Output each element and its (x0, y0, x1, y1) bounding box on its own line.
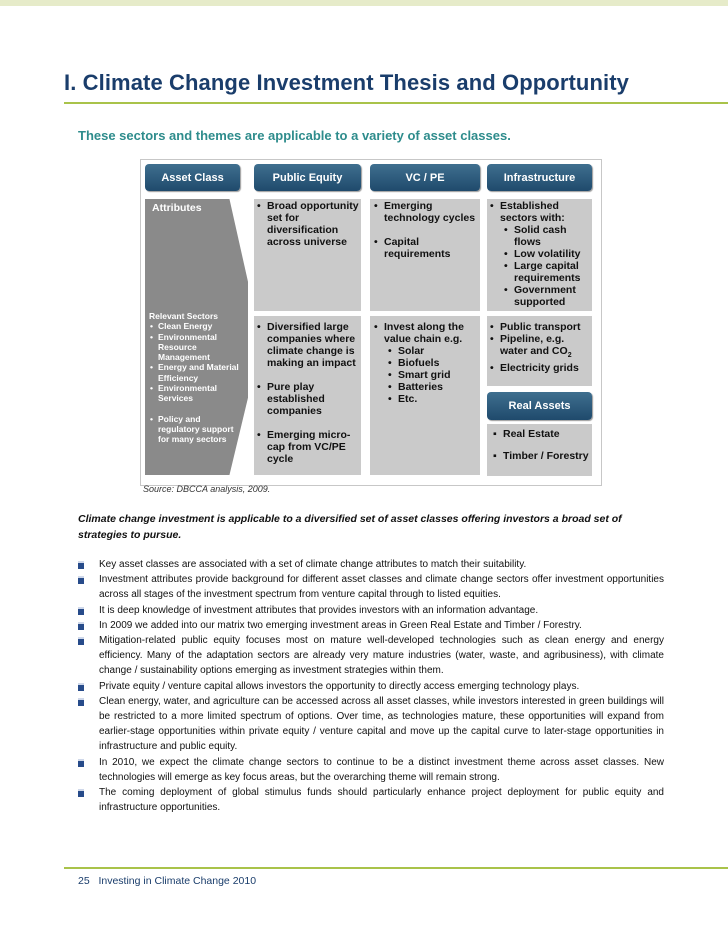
header-real-assets: Real Assets (487, 392, 592, 420)
relevant-sectors (149, 311, 239, 445)
bullet-item: Private equity / venture capital allows investors the opportunity to directly access emerging technology plays. (78, 679, 664, 694)
page-subtitle: These sectors and themes are applicable to a variety of asset classes. (78, 128, 511, 143)
bullet-item: Key asset classes are associated with a set of climate change attributes to match their suitability. (78, 557, 664, 572)
bullet-item: In 2010, we expect the climate change sectors to continue to be a distinct investment theme across asset classes. New technologies will emerge as key focus areas, but the overarching theme will remain strong. (78, 755, 664, 785)
sector-item: • Invest along the value chain e.g. (374, 321, 478, 345)
attribute-subitem: • Solid cash flows (490, 224, 590, 248)
attribute-subitem: • Large capital requirements (490, 260, 590, 284)
relevant-sector-item: • Environmental Resource Management (149, 332, 239, 363)
vcpe-sectors (374, 321, 478, 405)
footer-title: Investing in Climate Change 2010 (98, 875, 257, 887)
attribute-item: • Capital requirements (374, 236, 478, 260)
footer (78, 875, 256, 887)
vcpe-attributes (374, 200, 478, 260)
bullet-item: Investment attributes provide background for different asset classes and climate change sectors offer investment opportunities across all stages of the investment spectrum from venture capital through to listed equities. (78, 572, 664, 602)
real-asset-item: ▪ Real Estate (493, 428, 589, 440)
sector-item (490, 333, 590, 362)
sector-item: • Diversified large companies where climate change is making an impact (257, 321, 360, 369)
header-infrastructure: Infrastructure (487, 164, 592, 191)
co2-subscript: 2 (567, 352, 572, 360)
bullet-item: Mitigation-related public equity focuses most on mature well-developed technologies such as clean energy and energy efficiency. Many of the adaptation sectors are already very mature industries (water, waste, and agribusiness), with climate change / sustainability options emerging as investment strategies within them. (78, 633, 664, 679)
footer-rule (64, 867, 728, 869)
relevant-sector-item: • Policy and regulatory support for many sectors (149, 414, 239, 445)
relevant-sector-item: • Energy and Material Efficiency (149, 362, 239, 383)
sector-subitem: • Smart grid (374, 369, 478, 381)
header-asset-class: Asset Class (145, 164, 240, 191)
sector-subitem: • Batteries (374, 381, 478, 393)
header-vc-pe: VC / PE (370, 164, 480, 191)
attributes-label: Attributes (152, 202, 202, 214)
lead-paragraph: Climate change investment is applicable to a diversified set of asset classes offering investors a broad set of strategies to pursue. (78, 513, 622, 541)
page-number: 25 (78, 875, 90, 887)
bullet-item: Clean energy, water, and agriculture can be accessed across all asset classes, while investors interested in green buildings will be restricted to a more limited spectrum of options. Over time, as technologies mature, these opportunities will expand from earlier-stage opportunities within private equity / venture capital and move up the capital curve to later-stage opportunities in infrastructure and public equity. (78, 694, 664, 755)
attribute-item: • Broad opportunity set for diversification across universe (257, 200, 360, 248)
sector-item: • Pure play established companies (257, 381, 360, 417)
bullet-item: It is deep knowledge of investment attributes that provides investors with an information advantage. (78, 603, 664, 618)
relevant-sector-item: • Environmental Services (149, 383, 239, 404)
attribute-item: • Established sectors with: (490, 200, 590, 224)
public-equity-sectors (257, 321, 360, 465)
bullet-item: In 2009 we added into our matrix two emerging investment areas in Green Real Estate and Timber / Forestry. (78, 618, 664, 633)
page-title: I. Climate Change Investment Thesis and Opportunity (64, 70, 629, 95)
public-equity-attributes (257, 200, 360, 248)
attribute-subitem: • Government supported (490, 284, 590, 308)
title-rule (64, 102, 728, 104)
sector-item-text: Pipeline, e.g. water and CO (500, 333, 568, 357)
attribute-subitem: • Low volatility (490, 248, 590, 260)
header-public-equity: Public Equity (254, 164, 361, 191)
sector-subitem: • Biofuels (374, 357, 478, 369)
sector-item: • Public transport (490, 321, 590, 333)
relevant-sector-item: • Clean Energy (149, 321, 239, 331)
sector-subitem: • Solar (374, 345, 478, 357)
bullet-item: The coming deployment of global stimulus funds should particularly enhance project deployment for public equity and infrastructure opportunities. (78, 785, 664, 815)
bullet-list (78, 557, 664, 815)
sector-item: • Emerging micro-cap from VC/PE cycle (257, 429, 360, 465)
top-band (0, 0, 728, 6)
attribute-item: • Emerging technology cycles (374, 200, 478, 224)
real-asset-item: ▪ Timber / Forestry (493, 450, 589, 462)
figure-source: Source: DBCCA analysis, 2009. (143, 484, 271, 494)
sector-item: • Electricity grids (490, 362, 590, 374)
infra-sectors (490, 321, 590, 374)
sector-subitem: • Etc. (374, 393, 478, 405)
real-assets-list (493, 428, 589, 462)
infra-attributes (490, 200, 590, 308)
relevant-sectors-label: Relevant Sectors (149, 311, 218, 321)
